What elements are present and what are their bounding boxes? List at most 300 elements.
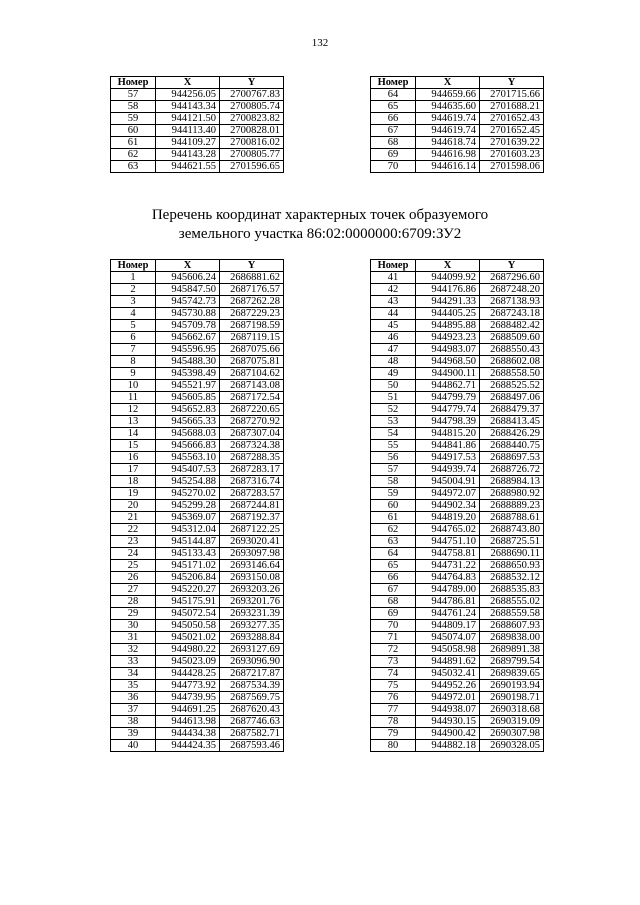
table-row bbox=[371, 137, 544, 149]
table-row bbox=[371, 113, 544, 125]
table-row bbox=[111, 656, 284, 668]
x-coordinate-cell: 944789.00 bbox=[416, 584, 480, 596]
table-row bbox=[371, 704, 544, 716]
y-coordinate-cell: 2690328.05 bbox=[480, 740, 544, 752]
point-number-cell: 45 bbox=[371, 320, 416, 332]
y-coordinate-cell: 2693097.98 bbox=[220, 548, 284, 560]
x-coordinate-cell: 944980.22 bbox=[156, 644, 220, 656]
table-row bbox=[371, 320, 544, 332]
y-coordinate-cell: 2688607.93 bbox=[480, 620, 544, 632]
x-coordinate-cell: 945847.50 bbox=[156, 284, 220, 296]
y-coordinate-cell: 2687229.23 bbox=[220, 308, 284, 320]
table-row bbox=[371, 668, 544, 680]
y-coordinate-cell: 2690319.09 bbox=[480, 716, 544, 728]
y-coordinate-cell: 2701598.06 bbox=[480, 161, 544, 173]
point-number-cell: 14 bbox=[111, 428, 156, 440]
table-row bbox=[371, 584, 544, 596]
point-number-cell: 23 bbox=[111, 536, 156, 548]
x-coordinate-cell: 944938.07 bbox=[416, 704, 480, 716]
y-coordinate-cell: 2690307.98 bbox=[480, 728, 544, 740]
point-number-cell: 18 bbox=[111, 476, 156, 488]
x-coordinate-cell: 945652.83 bbox=[156, 404, 220, 416]
point-number-cell: 69 bbox=[371, 149, 416, 161]
table-row bbox=[371, 536, 544, 548]
point-number-cell: 7 bbox=[111, 344, 156, 356]
coords-table-bottom-right bbox=[370, 259, 544, 752]
caption-line-1: Перечень координат характерных точек образуемого bbox=[151, 207, 489, 223]
coords-table-top-left bbox=[110, 76, 284, 173]
point-number-cell: 63 bbox=[111, 161, 156, 173]
y-coordinate-cell: 2689799.54 bbox=[480, 656, 544, 668]
point-number-cell: 1 bbox=[111, 272, 156, 284]
table-row bbox=[371, 524, 544, 536]
table-row bbox=[371, 644, 544, 656]
point-number-cell: 39 bbox=[111, 728, 156, 740]
y-coordinate-cell: 2688497.06 bbox=[480, 392, 544, 404]
table-row bbox=[371, 656, 544, 668]
y-coordinate-cell: 2687569.75 bbox=[220, 692, 284, 704]
table-row bbox=[111, 692, 284, 704]
table-row bbox=[111, 452, 284, 464]
table-row bbox=[111, 344, 284, 356]
table-row bbox=[111, 716, 284, 728]
y-coordinate-cell: 2687316.74 bbox=[220, 476, 284, 488]
point-number-cell: 55 bbox=[371, 440, 416, 452]
y-coordinate-cell: 2701596.65 bbox=[220, 161, 284, 173]
y-coordinate-cell: 2687262.28 bbox=[220, 296, 284, 308]
table-row bbox=[111, 632, 284, 644]
table-row bbox=[111, 89, 284, 101]
x-coordinate-cell: 944952.26 bbox=[416, 680, 480, 692]
table-row bbox=[371, 596, 544, 608]
column-header-y: Y bbox=[220, 260, 284, 272]
y-coordinate-cell: 2688532.12 bbox=[480, 572, 544, 584]
table-row bbox=[111, 584, 284, 596]
point-number-cell: 42 bbox=[371, 284, 416, 296]
table-row bbox=[111, 728, 284, 740]
table-row bbox=[111, 356, 284, 368]
y-coordinate-cell: 2688555.02 bbox=[480, 596, 544, 608]
column-header-x: X bbox=[156, 77, 220, 89]
y-coordinate-cell: 2693146.64 bbox=[220, 560, 284, 572]
table-row bbox=[111, 125, 284, 137]
column-header-x: X bbox=[416, 260, 480, 272]
point-number-cell: 70 bbox=[371, 620, 416, 632]
point-number-cell: 35 bbox=[111, 680, 156, 692]
x-coordinate-cell: 945270.02 bbox=[156, 488, 220, 500]
column-header-number: Номер bbox=[111, 260, 156, 272]
point-number-cell: 12 bbox=[111, 404, 156, 416]
table-row bbox=[371, 356, 544, 368]
column-header-y: Y bbox=[220, 77, 284, 89]
point-number-cell: 10 bbox=[111, 380, 156, 392]
y-coordinate-cell: 2688413.45 bbox=[480, 416, 544, 428]
point-number-cell: 65 bbox=[371, 101, 416, 113]
x-coordinate-cell: 944618.74 bbox=[416, 137, 480, 149]
x-coordinate-cell: 945058.98 bbox=[416, 644, 480, 656]
x-coordinate-cell: 944773.92 bbox=[156, 680, 220, 692]
table-row bbox=[371, 680, 544, 692]
section-caption bbox=[0, 206, 640, 244]
point-number-cell: 61 bbox=[111, 137, 156, 149]
table-row bbox=[371, 308, 544, 320]
table-row bbox=[371, 380, 544, 392]
table-row bbox=[371, 464, 544, 476]
table-row bbox=[371, 548, 544, 560]
x-coordinate-cell: 944972.01 bbox=[416, 692, 480, 704]
table-row bbox=[111, 440, 284, 452]
x-coordinate-cell: 944121.50 bbox=[156, 113, 220, 125]
y-coordinate-cell: 2688726.72 bbox=[480, 464, 544, 476]
y-coordinate-cell: 2701652.45 bbox=[480, 125, 544, 137]
column-header-number: Номер bbox=[111, 77, 156, 89]
table-row bbox=[111, 740, 284, 752]
x-coordinate-cell: 944691.25 bbox=[156, 704, 220, 716]
x-coordinate-cell: 944972.07 bbox=[416, 488, 480, 500]
x-coordinate-cell: 944739.95 bbox=[156, 692, 220, 704]
x-coordinate-cell: 944613.98 bbox=[156, 716, 220, 728]
y-coordinate-cell: 2687620.43 bbox=[220, 704, 284, 716]
x-coordinate-cell: 944891.62 bbox=[416, 656, 480, 668]
table-header-row bbox=[111, 77, 284, 89]
x-coordinate-cell: 945021.02 bbox=[156, 632, 220, 644]
point-number-cell: 22 bbox=[111, 524, 156, 536]
table-row bbox=[371, 512, 544, 524]
y-coordinate-cell: 2687296.60 bbox=[480, 272, 544, 284]
table-row bbox=[111, 608, 284, 620]
table-row bbox=[371, 572, 544, 584]
point-number-cell: 48 bbox=[371, 356, 416, 368]
y-coordinate-cell: 2687192.37 bbox=[220, 512, 284, 524]
point-number-cell: 43 bbox=[371, 296, 416, 308]
y-coordinate-cell: 2687138.93 bbox=[480, 296, 544, 308]
table-header-row bbox=[111, 260, 284, 272]
x-coordinate-cell: 944113.40 bbox=[156, 125, 220, 137]
y-coordinate-cell: 2693096.90 bbox=[220, 656, 284, 668]
table-row bbox=[111, 488, 284, 500]
point-number-cell: 78 bbox=[371, 716, 416, 728]
y-coordinate-cell: 2690198.71 bbox=[480, 692, 544, 704]
point-number-cell: 59 bbox=[371, 488, 416, 500]
point-number-cell: 49 bbox=[371, 368, 416, 380]
x-coordinate-cell: 945254.88 bbox=[156, 476, 220, 488]
column-header-y: Y bbox=[480, 260, 544, 272]
x-coordinate-cell: 944758.81 bbox=[416, 548, 480, 560]
y-coordinate-cell: 2693127.69 bbox=[220, 644, 284, 656]
point-number-cell: 66 bbox=[371, 572, 416, 584]
y-coordinate-cell: 2688788.61 bbox=[480, 512, 544, 524]
table-row bbox=[371, 560, 544, 572]
point-number-cell: 73 bbox=[371, 656, 416, 668]
point-number-cell: 17 bbox=[111, 464, 156, 476]
x-coordinate-cell: 944616.98 bbox=[416, 149, 480, 161]
y-coordinate-cell: 2688509.60 bbox=[480, 332, 544, 344]
table-row bbox=[111, 668, 284, 680]
point-number-cell: 13 bbox=[111, 416, 156, 428]
y-coordinate-cell: 2687172.54 bbox=[220, 392, 284, 404]
point-number-cell: 19 bbox=[111, 488, 156, 500]
y-coordinate-cell: 2688980.92 bbox=[480, 488, 544, 500]
x-coordinate-cell: 945596.95 bbox=[156, 344, 220, 356]
y-coordinate-cell: 2690193.94 bbox=[480, 680, 544, 692]
table-row bbox=[371, 716, 544, 728]
x-coordinate-cell: 944930.15 bbox=[416, 716, 480, 728]
y-coordinate-cell: 2688479.37 bbox=[480, 404, 544, 416]
y-coordinate-cell: 2693288.84 bbox=[220, 632, 284, 644]
y-coordinate-cell: 2687244.81 bbox=[220, 500, 284, 512]
table-row bbox=[111, 137, 284, 149]
x-coordinate-cell: 944968.50 bbox=[416, 356, 480, 368]
point-number-cell: 75 bbox=[371, 680, 416, 692]
point-number-cell: 2 bbox=[111, 284, 156, 296]
point-number-cell: 46 bbox=[371, 332, 416, 344]
x-coordinate-cell: 944751.10 bbox=[416, 536, 480, 548]
y-coordinate-cell: 2701688.21 bbox=[480, 101, 544, 113]
point-number-cell: 59 bbox=[111, 113, 156, 125]
y-coordinate-cell: 2700828.01 bbox=[220, 125, 284, 137]
point-number-cell: 72 bbox=[371, 644, 416, 656]
point-number-cell: 68 bbox=[371, 596, 416, 608]
table-row bbox=[111, 428, 284, 440]
x-coordinate-cell: 945175.91 bbox=[156, 596, 220, 608]
table-row bbox=[371, 608, 544, 620]
x-coordinate-cell: 944731.22 bbox=[416, 560, 480, 572]
point-number-cell: 57 bbox=[371, 464, 416, 476]
y-coordinate-cell: 2687143.08 bbox=[220, 380, 284, 392]
y-coordinate-cell: 2688535.83 bbox=[480, 584, 544, 596]
x-coordinate-cell: 945299.28 bbox=[156, 500, 220, 512]
point-number-cell: 4 bbox=[111, 308, 156, 320]
point-number-cell: 67 bbox=[371, 125, 416, 137]
y-coordinate-cell: 2688889.23 bbox=[480, 500, 544, 512]
point-number-cell: 57 bbox=[111, 89, 156, 101]
y-coordinate-cell: 2688697.53 bbox=[480, 452, 544, 464]
table-row bbox=[111, 161, 284, 173]
y-coordinate-cell: 2693203.26 bbox=[220, 584, 284, 596]
table-row bbox=[111, 512, 284, 524]
x-coordinate-cell: 944819.20 bbox=[416, 512, 480, 524]
table-row bbox=[371, 488, 544, 500]
y-coordinate-cell: 2687593.46 bbox=[220, 740, 284, 752]
x-coordinate-cell: 945606.24 bbox=[156, 272, 220, 284]
point-number-cell: 26 bbox=[111, 572, 156, 584]
y-coordinate-cell: 2687270.92 bbox=[220, 416, 284, 428]
point-number-cell: 64 bbox=[371, 548, 416, 560]
table-row bbox=[371, 284, 544, 296]
x-coordinate-cell: 944424.35 bbox=[156, 740, 220, 752]
y-coordinate-cell: 2687122.25 bbox=[220, 524, 284, 536]
y-coordinate-cell: 2687324.38 bbox=[220, 440, 284, 452]
y-coordinate-cell: 2693201.76 bbox=[220, 596, 284, 608]
point-number-cell: 38 bbox=[111, 716, 156, 728]
x-coordinate-cell: 944815.20 bbox=[416, 428, 480, 440]
y-coordinate-cell: 2693231.39 bbox=[220, 608, 284, 620]
x-coordinate-cell: 944176.86 bbox=[416, 284, 480, 296]
point-number-cell: 71 bbox=[371, 632, 416, 644]
x-coordinate-cell: 944616.14 bbox=[416, 161, 480, 173]
y-coordinate-cell: 2701652.43 bbox=[480, 113, 544, 125]
point-number-cell: 8 bbox=[111, 356, 156, 368]
y-coordinate-cell: 2700805.74 bbox=[220, 101, 284, 113]
point-number-cell: 65 bbox=[371, 560, 416, 572]
coords-table-top-right bbox=[370, 76, 544, 173]
column-header-x: X bbox=[416, 77, 480, 89]
x-coordinate-cell: 944143.28 bbox=[156, 149, 220, 161]
x-coordinate-cell: 944841.86 bbox=[416, 440, 480, 452]
point-number-cell: 27 bbox=[111, 584, 156, 596]
table-row bbox=[371, 125, 544, 137]
point-number-cell: 29 bbox=[111, 608, 156, 620]
table-row bbox=[111, 704, 284, 716]
table-row bbox=[111, 332, 284, 344]
point-number-cell: 69 bbox=[371, 608, 416, 620]
point-number-cell: 24 bbox=[111, 548, 156, 560]
y-coordinate-cell: 2687075.66 bbox=[220, 344, 284, 356]
table-row bbox=[111, 524, 284, 536]
point-number-cell: 30 bbox=[111, 620, 156, 632]
table-row bbox=[371, 428, 544, 440]
x-coordinate-cell: 945407.53 bbox=[156, 464, 220, 476]
x-coordinate-cell: 944902.34 bbox=[416, 500, 480, 512]
point-number-cell: 79 bbox=[371, 728, 416, 740]
x-coordinate-cell: 945004.91 bbox=[416, 476, 480, 488]
x-coordinate-cell: 944939.74 bbox=[416, 464, 480, 476]
point-number-cell: 32 bbox=[111, 644, 156, 656]
y-coordinate-cell: 2701639.22 bbox=[480, 137, 544, 149]
point-number-cell: 47 bbox=[371, 344, 416, 356]
y-coordinate-cell: 2687534.39 bbox=[220, 680, 284, 692]
y-coordinate-cell: 2693277.35 bbox=[220, 620, 284, 632]
y-coordinate-cell: 2688559.58 bbox=[480, 608, 544, 620]
table-row bbox=[111, 620, 284, 632]
point-number-cell: 56 bbox=[371, 452, 416, 464]
table-row bbox=[371, 500, 544, 512]
y-coordinate-cell: 2688440.75 bbox=[480, 440, 544, 452]
x-coordinate-cell: 944621.55 bbox=[156, 161, 220, 173]
caption-line-2: земельного участка 86:02:0000000:6709:ЗУ2 bbox=[178, 226, 462, 242]
x-coordinate-cell: 945665.33 bbox=[156, 416, 220, 428]
point-number-cell: 6 bbox=[111, 332, 156, 344]
x-coordinate-cell: 945206.84 bbox=[156, 572, 220, 584]
x-coordinate-cell: 944917.53 bbox=[416, 452, 480, 464]
y-coordinate-cell: 2687176.57 bbox=[220, 284, 284, 296]
y-coordinate-cell: 2700805.77 bbox=[220, 149, 284, 161]
x-coordinate-cell: 945074.07 bbox=[416, 632, 480, 644]
x-coordinate-cell: 944405.25 bbox=[416, 308, 480, 320]
y-coordinate-cell: 2687283.17 bbox=[220, 464, 284, 476]
table-row bbox=[111, 500, 284, 512]
x-coordinate-cell: 944291.33 bbox=[416, 296, 480, 308]
y-coordinate-cell: 2688426.29 bbox=[480, 428, 544, 440]
x-coordinate-cell: 944765.02 bbox=[416, 524, 480, 536]
table-row bbox=[111, 284, 284, 296]
x-coordinate-cell: 944434.38 bbox=[156, 728, 220, 740]
table-row bbox=[371, 740, 544, 752]
table-row bbox=[111, 113, 284, 125]
point-number-cell: 80 bbox=[371, 740, 416, 752]
x-coordinate-cell: 944900.42 bbox=[416, 728, 480, 740]
x-coordinate-cell: 945563.10 bbox=[156, 452, 220, 464]
x-coordinate-cell: 945488.30 bbox=[156, 356, 220, 368]
x-coordinate-cell: 944619.74 bbox=[416, 125, 480, 137]
table-row bbox=[111, 560, 284, 572]
x-coordinate-cell: 945312.04 bbox=[156, 524, 220, 536]
point-number-cell: 40 bbox=[111, 740, 156, 752]
point-number-cell: 28 bbox=[111, 596, 156, 608]
table-row bbox=[111, 296, 284, 308]
column-header-number: Номер bbox=[371, 260, 416, 272]
point-number-cell: 15 bbox=[111, 440, 156, 452]
y-coordinate-cell: 2687582.71 bbox=[220, 728, 284, 740]
table-header-row bbox=[371, 260, 544, 272]
table-row bbox=[111, 320, 284, 332]
y-coordinate-cell: 2687307.04 bbox=[220, 428, 284, 440]
column-header-x: X bbox=[156, 260, 220, 272]
y-coordinate-cell: 2688525.52 bbox=[480, 380, 544, 392]
y-coordinate-cell: 2687248.20 bbox=[480, 284, 544, 296]
point-number-cell: 52 bbox=[371, 404, 416, 416]
x-coordinate-cell: 945709.78 bbox=[156, 320, 220, 332]
x-coordinate-cell: 945023.09 bbox=[156, 656, 220, 668]
point-number-cell: 51 bbox=[371, 392, 416, 404]
table-row bbox=[371, 476, 544, 488]
point-number-cell: 76 bbox=[371, 692, 416, 704]
y-coordinate-cell: 2689838.00 bbox=[480, 632, 544, 644]
point-number-cell: 74 bbox=[371, 668, 416, 680]
y-coordinate-cell: 2688743.80 bbox=[480, 524, 544, 536]
point-number-cell: 66 bbox=[371, 113, 416, 125]
y-coordinate-cell: 2687075.81 bbox=[220, 356, 284, 368]
y-coordinate-cell: 2688482.42 bbox=[480, 320, 544, 332]
x-coordinate-cell: 944109.27 bbox=[156, 137, 220, 149]
table-row bbox=[371, 332, 544, 344]
point-number-cell: 34 bbox=[111, 668, 156, 680]
y-coordinate-cell: 2687119.15 bbox=[220, 332, 284, 344]
x-coordinate-cell: 944799.79 bbox=[416, 392, 480, 404]
x-coordinate-cell: 944764.83 bbox=[416, 572, 480, 584]
x-coordinate-cell: 944635.60 bbox=[416, 101, 480, 113]
table-row bbox=[111, 572, 284, 584]
coords-table-bottom-left bbox=[110, 259, 284, 752]
table-row bbox=[111, 416, 284, 428]
x-coordinate-cell: 944761.24 bbox=[416, 608, 480, 620]
x-coordinate-cell: 944895.88 bbox=[416, 320, 480, 332]
table-row bbox=[111, 368, 284, 380]
point-number-cell: 70 bbox=[371, 161, 416, 173]
x-coordinate-cell: 945369.07 bbox=[156, 512, 220, 524]
x-coordinate-cell: 945730.88 bbox=[156, 308, 220, 320]
x-coordinate-cell: 945220.27 bbox=[156, 584, 220, 596]
table-row bbox=[371, 632, 544, 644]
x-coordinate-cell: 944983.07 bbox=[416, 344, 480, 356]
table-row bbox=[111, 464, 284, 476]
table-row bbox=[371, 728, 544, 740]
table-row bbox=[111, 392, 284, 404]
table-row bbox=[111, 644, 284, 656]
point-number-cell: 44 bbox=[371, 308, 416, 320]
x-coordinate-cell: 944256.05 bbox=[156, 89, 220, 101]
column-header-number: Номер bbox=[371, 77, 416, 89]
y-coordinate-cell: 2688550.43 bbox=[480, 344, 544, 356]
table-row bbox=[111, 596, 284, 608]
y-coordinate-cell: 2693150.08 bbox=[220, 572, 284, 584]
x-coordinate-cell: 945050.58 bbox=[156, 620, 220, 632]
point-number-cell: 60 bbox=[371, 500, 416, 512]
table-row bbox=[371, 101, 544, 113]
table-row bbox=[371, 440, 544, 452]
point-number-cell: 63 bbox=[371, 536, 416, 548]
x-coordinate-cell: 944143.34 bbox=[156, 101, 220, 113]
